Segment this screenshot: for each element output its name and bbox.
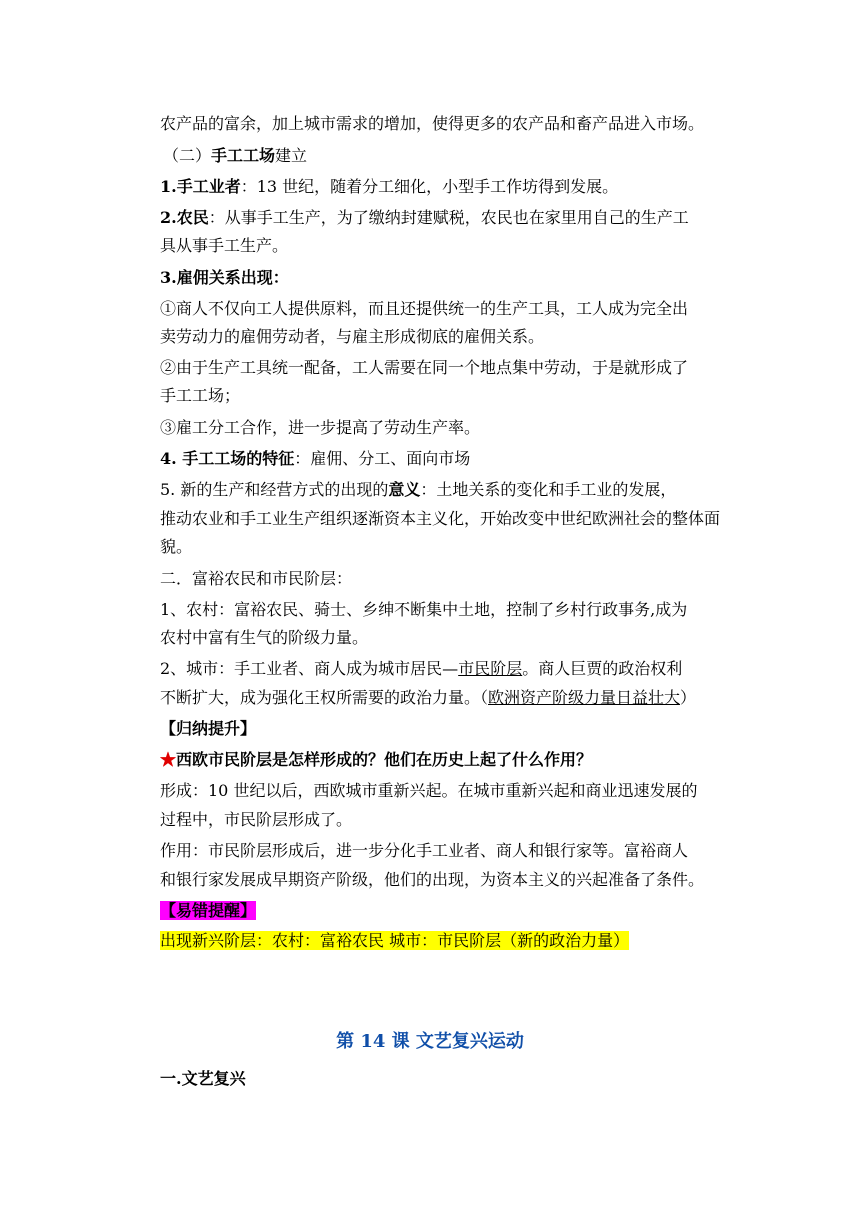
warning-heading: 【易错提醒】 [160,901,257,920]
lesson-title: 第 14 课 文艺复兴运动 [336,1031,524,1052]
paragraph-line: ③雇工分工合作，进一步提高了劳动生产率。 [160,418,481,437]
item-heading: 3.雇佣关系出现： [160,268,289,287]
paragraph-line: 卖劳动力的雇佣劳动者，与雇主形成彻底的雇佣关系。 [160,327,545,346]
star-icon: ★ [160,750,177,769]
paragraph-line: 过程中，市民阶层形成了。 [160,810,353,829]
summary-heading: 【归纳提升】 [160,719,257,738]
paragraph-line: ②由于生产工具统一配备，工人需要在同一个地点集中劳动，于是就形成了 [160,358,689,377]
question-line: ★西欧市民阶层是怎样形成的？他们在历史上起了什么作用？ [160,750,593,769]
item-line: 2.农民：从事手工生产，为了缴纳封建赋税，农民也在家里用自己的生产工 [160,208,689,227]
paragraph-line: 推动农业和手工业生产组织逐渐资本主义化，开始改变中世纪欧洲社会的整体面 [160,509,721,528]
paragraph-line: 农产品的富余，加上城市需求的增加，使得更多的农产品和畜产品进入市场。 [160,114,705,133]
paragraph-line: 形成：10 世纪以后，西欧城市重新兴起。在城市重新兴起和商业迅速发展的 [160,781,698,800]
section-heading: 一.文艺复兴 [160,1069,246,1088]
item-line: 5. 新的生产和经营方式的出现的意义：土地关系的变化和手工业的发展， [160,480,677,499]
paragraph-line: 手工工场； [160,386,241,405]
item-line: 4. 手工工场的特征：雇佣、分工、面向市场 [160,449,471,468]
paragraph-line: 具从事手工生产。 [160,236,289,255]
paragraph-line: 1、农村：富裕农民、骑士、乡绅不断集中土地，控制了乡村行政事务,成为 [160,600,688,619]
paragraph-line: 不断扩大，成为强化王权所需要的政治力量。（欧洲资产阶级力量日益壮大） [160,688,697,707]
paragraph-line: 作用：市民阶层形成后，进一步分化手工业者、商人和银行家等。富裕商人 [160,841,689,860]
paragraph-line: 貌。 [160,537,193,556]
section-heading: 二．富裕农民和市民阶层： [160,569,353,588]
item-line: 1.手工业者：13 世纪，随着分工细化，小型手工作坊得到发展。 [160,177,619,196]
highlight-line: 出现新兴阶层：农村：富裕农民 城市：市民阶层（新的政治力量） [160,931,630,950]
section-heading: （二）手工工场建立 [163,146,308,165]
paragraph-line: ①商人不仅向工人提供原料，而且还提供统一的生产工具，工人成为完全出 [160,299,689,318]
paragraph-line: 2、城市：手工业者、商人成为城市居民—市民阶层。商人巨贾的政治权利 [160,659,683,678]
paragraph-line: 农村中富有生气的阶级力量。 [160,628,369,647]
paragraph-line: 和银行家发展成早期资产阶级，他们的出现，为资本主义的兴起准备了条件。 [160,870,705,889]
